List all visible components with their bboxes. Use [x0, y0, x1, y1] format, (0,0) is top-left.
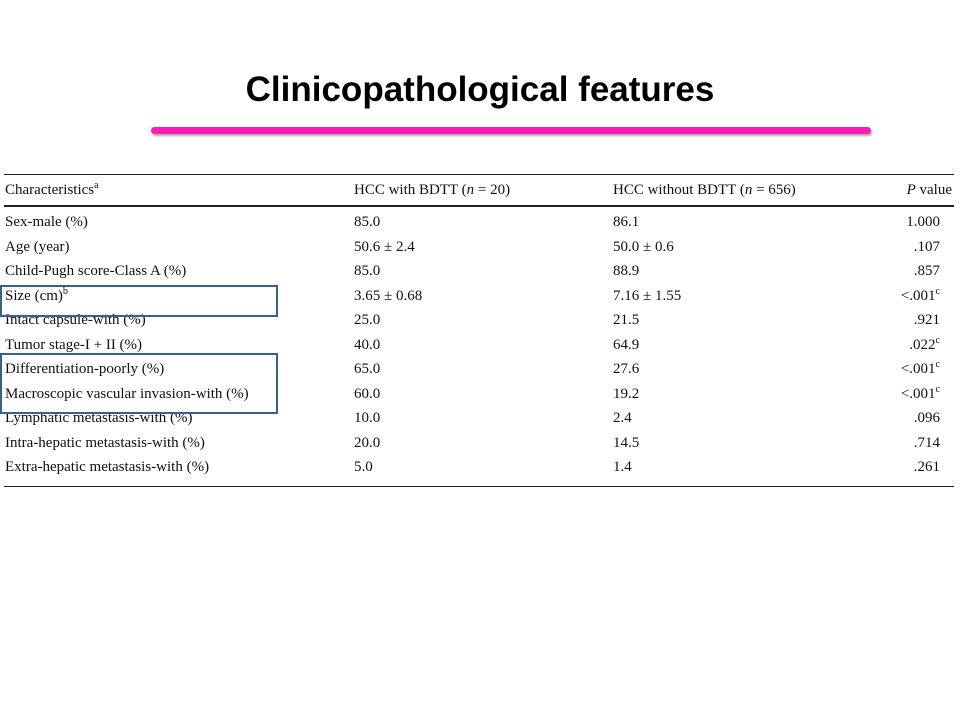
- without-bdtt-value: 2.4: [613, 410, 632, 426]
- table-row: [4, 431, 954, 455]
- row-label: Macroscopic vascular invasion-with (%): [5, 385, 249, 402]
- table-row: [4, 259, 954, 283]
- table-header-row: [4, 177, 954, 203]
- p-value: <.001$^c$: [900, 285, 940, 304]
- p-value: .857: [913, 263, 940, 279]
- table-top-rule: [4, 174, 954, 175]
- p-value: .107: [913, 238, 940, 255]
- with-bdtt-value: 60.0: [354, 385, 381, 402]
- p-value: .096: [913, 410, 940, 426]
- with-bdtt-value: 10.0: [354, 410, 381, 426]
- p-value: 1.000: [906, 214, 940, 230]
- with-bdtt-value: 3.65 ± 0.68: [354, 287, 423, 304]
- row-label: Extra-hepatic metastasis-with (%): [5, 459, 210, 475]
- row-label: Lymphatic metastasis-with (%): [5, 410, 193, 426]
- header-characteristics: Characteristics$^a$: [5, 180, 99, 198]
- without-bdtt-value: 64.9: [613, 336, 640, 353]
- size-row-highlight-box: [0, 285, 278, 317]
- header-p-value: P value: [906, 182, 952, 198]
- with-bdtt-value: 85.0: [354, 214, 381, 230]
- with-bdtt-value: 65.0: [354, 361, 381, 377]
- p-value: .714: [913, 434, 940, 451]
- header-hcc-without-bdtt: HCC without BDTT (n = 656): [613, 182, 796, 198]
- p-value: .921: [913, 312, 940, 328]
- table-bottom-rule: [4, 486, 954, 487]
- table-header-rule: [4, 205, 954, 207]
- row-label: Tumor stage-I + II (%): [5, 336, 143, 353]
- with-bdtt-value: 85.0: [354, 263, 381, 279]
- table-row: [4, 235, 954, 259]
- row-label: Intact capsule-with (%): [5, 312, 146, 328]
- header-hcc-with-bdtt: HCC with BDTT (n = 20): [354, 182, 511, 198]
- with-bdtt-value: 25.0: [354, 312, 381, 328]
- without-bdtt-value: 19.2: [613, 385, 640, 402]
- row-label: Intra-hepatic metastasis-with (%): [5, 434, 205, 451]
- without-bdtt-value: 88.9: [613, 263, 640, 279]
- p-value: <.001$^c$: [900, 383, 940, 402]
- row-label: Size (cm)$^b$: [5, 285, 68, 304]
- with-bdtt-value: 40.0: [354, 336, 381, 353]
- without-bdtt-value: 50.0 ± 0.6: [613, 238, 674, 255]
- without-bdtt-value: 86.1: [613, 214, 640, 230]
- without-bdtt-value: 7.16 ± 1.55: [613, 287, 682, 304]
- row-label: Child-Pugh score-Class A (%): [5, 263, 187, 279]
- slide-title: Clinicopathological features: [245, 70, 715, 109]
- with-bdtt-value: 50.6 ± 2.4: [354, 238, 415, 255]
- p-value: <.001$^c$: [900, 359, 940, 377]
- p-value: .022$^c$: [909, 334, 940, 353]
- without-bdtt-value: 14.5: [613, 434, 640, 451]
- row-label: Differentiation-poorly (%): [5, 361, 165, 377]
- with-bdtt-value: 5.0: [354, 459, 373, 475]
- invasion-rows-highlight-box: [0, 353, 278, 414]
- title-underline: [151, 127, 871, 134]
- with-bdtt-value: 20.0: [354, 434, 381, 451]
- table-row: [4, 210, 954, 234]
- without-bdtt-value: 27.6: [613, 361, 640, 377]
- row-label: Sex-male (%): [5, 214, 88, 230]
- table-row: [4, 455, 954, 479]
- p-value: .261: [913, 459, 940, 475]
- row-label: Age (year): [5, 238, 70, 255]
- without-bdtt-value: 1.4: [613, 459, 632, 475]
- without-bdtt-value: 21.5: [613, 312, 640, 328]
